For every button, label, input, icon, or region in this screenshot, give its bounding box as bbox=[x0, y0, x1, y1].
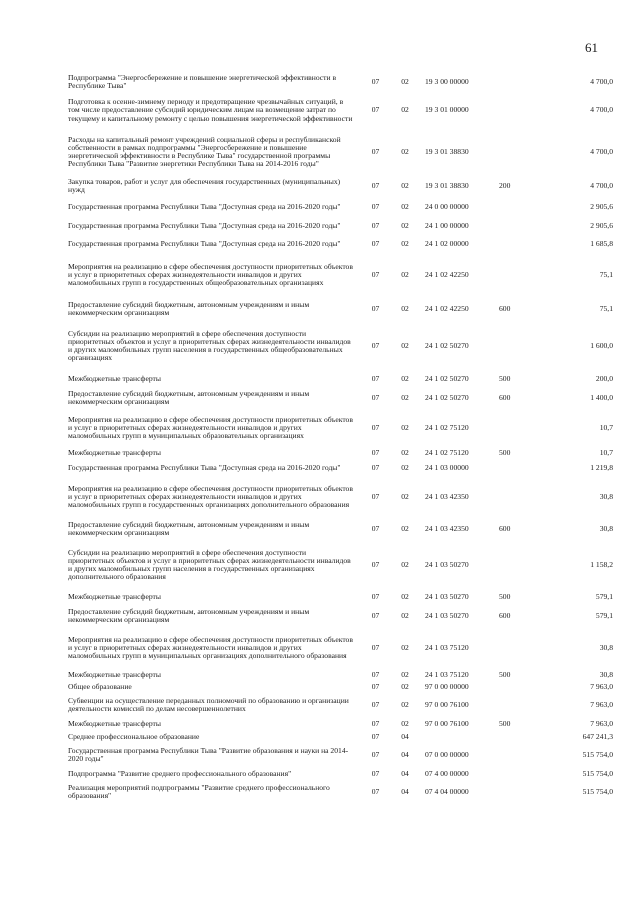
row-section: 07 bbox=[371, 731, 380, 741]
table-row bbox=[68, 541, 613, 589]
row-target-code: 19 3 01 38830 bbox=[425, 146, 469, 156]
row-name: Межбюджетные трансферты bbox=[68, 718, 161, 728]
row-target-code: 97 0 00 00000 bbox=[425, 681, 469, 691]
row-subsection: 02 bbox=[401, 303, 409, 313]
row-subsection: 02 bbox=[401, 523, 409, 533]
row-name: Межбюджетные трансферты bbox=[68, 447, 161, 457]
row-name: Межбюджетные трансферты bbox=[68, 591, 161, 601]
table-row bbox=[68, 517, 613, 541]
table-row bbox=[68, 459, 613, 477]
table-row bbox=[68, 743, 613, 767]
row-section: 07 bbox=[371, 105, 380, 115]
row-target-code: 24 1 03 42350 bbox=[425, 523, 469, 533]
row-amount: 2 905,6 bbox=[590, 201, 613, 211]
table-row bbox=[68, 605, 613, 627]
row-section: 07 bbox=[371, 749, 380, 759]
row-section: 07 bbox=[371, 76, 380, 86]
row-name: Закупка товаров, работ и услуг для обеспечения государственных (муниципальных) нужд bbox=[68, 176, 341, 194]
row-expense-type bbox=[499, 321, 535, 371]
table-row bbox=[68, 321, 613, 371]
row-expense-type bbox=[499, 129, 535, 175]
row-target-code: 07 4 00 00000 bbox=[425, 768, 469, 778]
row-subsection: 02 bbox=[401, 559, 409, 569]
row-subsection: 02 bbox=[401, 669, 409, 679]
row-target-code: 24 1 03 50270 bbox=[425, 591, 469, 601]
row-amount: 4 700,0 bbox=[590, 146, 613, 156]
row-section: 07 bbox=[371, 373, 380, 383]
row-target-code: 24 1 03 50270 bbox=[425, 559, 469, 569]
row-section: 07 bbox=[371, 559, 380, 569]
row-subsection: 02 bbox=[401, 591, 409, 601]
row-name: Предоставление субсидий бюджетным, автономным учреждениям и иным некоммерческим организациям bbox=[68, 388, 310, 406]
row-amount: 30,8 bbox=[599, 669, 613, 679]
table-row bbox=[68, 387, 613, 409]
row-target-code: 24 1 02 50270 bbox=[425, 373, 469, 383]
row-name: Мероприятия на реализацию в сфере обеспечения доступности приоритетных объектов и услуг в приоритетных сферах жизнедеятельности инвалидов и других маломобильных групп в государственных общеобразовательных организациях bbox=[68, 261, 353, 288]
row-section: 07 bbox=[371, 669, 380, 679]
row-expense-type bbox=[499, 92, 535, 129]
row-target-code: 19 3 01 00000 bbox=[425, 105, 469, 115]
table-row bbox=[68, 717, 613, 731]
table-row bbox=[68, 589, 613, 605]
row-target-code: 24 1 02 50270 bbox=[425, 340, 469, 350]
row-section: 07 bbox=[371, 699, 380, 709]
row-target-code: 07 0 00 00000 bbox=[425, 749, 469, 759]
row-name: Подготовка к осенне-зимнему периоду и предотвращение чрезвычайных ситуаций, в том числе предоставление субсидий юридическим лицам на возмещение затрат по текущему и капитальному ремонту с целью повышения энергетической эффективности bbox=[68, 97, 353, 123]
row-target-code: 24 1 03 75120 bbox=[425, 642, 469, 652]
row-expense-type bbox=[499, 197, 535, 217]
row-subsection: 02 bbox=[401, 447, 409, 457]
row-target-code: 24 1 02 00000 bbox=[425, 238, 469, 248]
row-subsection: 04 bbox=[401, 749, 409, 759]
row-expense-type: 500 bbox=[499, 591, 511, 601]
row-name: Мероприятия на реализацию в сфере обеспечения доступности приоритетных объектов и услуг в приоритетных сферах жизнедеятельности инвалидов и других маломобильных групп в муниципальных образовательных организациях bbox=[68, 414, 353, 441]
row-subsection: 02 bbox=[401, 392, 409, 402]
row-name: Расходы на капитальный ремонт учреждений социальной сферы и республиканской собственности в рамках подпрограммы "Энергосбережение и повышение энергетической эффективности в Республике Тыва" государственной программы Республики Тыва "Развитие энергетики Республики Тыва на 2014-2016 годы" bbox=[68, 134, 341, 169]
row-section: 07 bbox=[371, 146, 380, 156]
row-subsection: 02 bbox=[401, 180, 409, 190]
table-row bbox=[68, 767, 613, 781]
row-section: 07 bbox=[371, 681, 380, 691]
row-amount: 579,1 bbox=[595, 591, 613, 601]
row-subsection: 02 bbox=[401, 340, 409, 350]
row-name: Государственная программа Республики Тыва "Доступная среда на 2016-2020 годы" bbox=[68, 201, 341, 211]
row-section: 07 bbox=[371, 768, 380, 778]
row-subsection: 02 bbox=[401, 76, 409, 86]
row-subsection: 02 bbox=[401, 718, 409, 728]
row-target-code: 24 0 00 00000 bbox=[425, 201, 469, 211]
row-name: Общее образование bbox=[68, 681, 132, 691]
row-amount: 75,1 bbox=[599, 303, 613, 313]
row-expense-type bbox=[499, 253, 535, 297]
row-name: Государственная программа Республики Тыва "Развитие образования и науки на 2014-2020 годы" bbox=[68, 745, 349, 763]
budget-table bbox=[68, 72, 613, 803]
row-name: Предоставление субсидий бюджетным, автономным учреждениям и иным некоммерческим организациям bbox=[68, 519, 310, 537]
row-subsection: 02 bbox=[401, 699, 409, 709]
row-section: 07 bbox=[371, 718, 380, 728]
row-subsection: 02 bbox=[401, 220, 409, 230]
table-row bbox=[68, 681, 613, 693]
row-subsection: 02 bbox=[401, 491, 409, 501]
table-row bbox=[68, 72, 613, 92]
row-amount: 647 241,3 bbox=[582, 731, 613, 741]
row-name: Государственная программа Республики Тыва "Доступная среда на 2016-2020 годы" bbox=[68, 220, 341, 230]
row-amount: 7 963,0 bbox=[590, 718, 613, 728]
row-name: Подпрограмма "Развитие среднего профессионального образования" bbox=[68, 768, 292, 778]
table-row bbox=[68, 781, 613, 803]
row-name: Предоставление субсидий бюджетным, автономным учреждениям и иным некоммерческим организациям bbox=[68, 606, 310, 624]
row-target-code: 97 0 00 76100 bbox=[425, 699, 469, 709]
table-row bbox=[68, 371, 613, 387]
table-row bbox=[68, 447, 613, 459]
table-row bbox=[68, 627, 613, 669]
row-expense-type bbox=[499, 731, 535, 743]
row-section: 07 bbox=[371, 392, 380, 402]
row-section: 07 bbox=[371, 180, 380, 190]
row-target-code: 24 1 02 50270 bbox=[425, 392, 469, 402]
row-expense-type bbox=[499, 235, 535, 253]
row-expense-type bbox=[499, 459, 535, 477]
row-subsection: 02 bbox=[401, 681, 409, 691]
row-target-code: 24 1 02 42250 bbox=[425, 303, 469, 313]
row-subsection: 04 bbox=[401, 786, 409, 796]
row-expense-type: 600 bbox=[499, 610, 511, 620]
row-amount: 515 754,0 bbox=[582, 786, 613, 796]
row-expense-type bbox=[499, 743, 535, 767]
row-expense-type: 500 bbox=[499, 669, 511, 679]
row-subsection: 04 bbox=[401, 731, 409, 741]
row-section: 07 bbox=[371, 523, 380, 533]
table-row bbox=[68, 669, 613, 681]
table-row bbox=[68, 197, 613, 217]
row-target-code: 19 3 01 38830 bbox=[425, 180, 469, 190]
row-amount: 1 219,8 bbox=[590, 462, 613, 472]
row-amount: 200,0 bbox=[595, 373, 613, 383]
row-target-code: 24 1 02 75120 bbox=[425, 422, 469, 432]
row-target-code: 07 4 04 00000 bbox=[425, 786, 469, 796]
row-subsection: 02 bbox=[401, 610, 409, 620]
row-expense-type: 600 bbox=[499, 303, 511, 313]
row-subsection: 02 bbox=[401, 238, 409, 248]
row-target-code: 24 1 03 50270 bbox=[425, 610, 469, 620]
row-target-code: 24 1 03 75120 bbox=[425, 669, 469, 679]
row-expense-type bbox=[499, 72, 535, 92]
row-amount: 7 963,0 bbox=[590, 699, 613, 709]
row-section: 07 bbox=[371, 642, 380, 652]
row-name: Субсидии на реализацию мероприятий в сфере обеспечения доступности приоритетных объектов и услуг в приоритетных сферах жизнедеятельности инвалидов и других маломобильных групп населения в государственных организациях дополнительного образования bbox=[68, 547, 351, 582]
row-section: 07 bbox=[371, 303, 380, 313]
table-row bbox=[68, 477, 613, 517]
row-target-code bbox=[419, 731, 499, 743]
row-amount: 30,8 bbox=[599, 523, 613, 533]
row-name: Субсидии на реализацию мероприятий в сфере обеспечения доступности приоритетных объектов и услуг в приоритетных сферах жизнедеятельности инвалидов и других маломобильных групп населения в государственных общеобразовательных организациях bbox=[68, 328, 351, 363]
row-target-code: 24 1 02 75120 bbox=[425, 447, 469, 457]
row-name: Предоставление субсидий бюджетным, автономным учреждениям и иным некоммерческим организациям bbox=[68, 299, 310, 317]
table-row bbox=[68, 175, 613, 197]
row-expense-type bbox=[499, 409, 535, 447]
table-row bbox=[68, 409, 613, 447]
row-name: Среднее профессиональное образование bbox=[68, 731, 200, 741]
row-expense-type: 200 bbox=[499, 180, 511, 190]
row-expense-type bbox=[499, 781, 535, 803]
row-amount: 4 700,0 bbox=[590, 76, 613, 86]
row-section: 07 bbox=[371, 447, 380, 457]
row-amount: 515 754,0 bbox=[582, 768, 613, 778]
row-section: 07 bbox=[371, 269, 380, 279]
row-expense-type bbox=[499, 693, 535, 717]
row-expense-type bbox=[499, 767, 535, 781]
row-amount: 515 754,0 bbox=[582, 749, 613, 759]
row-expense-type bbox=[499, 217, 535, 235]
row-section: 07 bbox=[371, 491, 380, 501]
row-subsection: 02 bbox=[401, 269, 409, 279]
row-subsection: 02 bbox=[401, 422, 409, 432]
row-target-code: 24 1 02 42250 bbox=[425, 269, 469, 279]
row-section: 07 bbox=[371, 462, 380, 472]
row-expense-type: 600 bbox=[499, 523, 511, 533]
budget-table-body bbox=[68, 72, 613, 803]
table-row bbox=[68, 253, 613, 297]
row-section: 07 bbox=[371, 201, 380, 211]
row-section: 07 bbox=[371, 591, 380, 601]
row-expense-type: 600 bbox=[499, 392, 511, 402]
row-subsection: 02 bbox=[401, 373, 409, 383]
row-subsection: 02 bbox=[401, 201, 409, 211]
row-name: Мероприятия на реализацию в сфере обеспечения доступности приоритетных объектов и услуг в приоритетных сферах жизнедеятельности инвалидов и других маломобильных групп в муниципальных организациях дополнительного образования bbox=[68, 634, 353, 661]
row-section: 07 bbox=[371, 610, 380, 620]
row-name: Межбюджетные трансферты bbox=[68, 373, 161, 383]
row-expense-type bbox=[499, 627, 535, 669]
row-name: Мероприятия на реализацию в сфере обеспечения доступности приоритетных объектов и услуг в приоритетных сферах жизнедеятельности инвалидов и других маломобильных групп в государственных организациях дополнительного образования bbox=[68, 483, 353, 510]
row-expense-type bbox=[499, 541, 535, 589]
row-name: Реализация мероприятий подпрограммы "Развитие среднего профессионального образования" bbox=[68, 782, 330, 800]
row-amount: 30,8 bbox=[599, 491, 613, 501]
row-target-code: 24 1 03 00000 bbox=[425, 462, 469, 472]
row-target-code: 24 1 00 00000 bbox=[425, 220, 469, 230]
row-name: Государственная программа Республики Тыва "Доступная среда на 2016-2020 годы" bbox=[68, 238, 341, 248]
row-amount: 75,1 bbox=[599, 269, 613, 279]
table-row bbox=[68, 297, 613, 321]
row-amount: 1 400,0 bbox=[590, 392, 613, 402]
row-amount: 10,7 bbox=[599, 447, 613, 457]
row-subsection: 04 bbox=[401, 768, 409, 778]
row-section: 07 bbox=[371, 422, 380, 432]
row-expense-type: 500 bbox=[499, 447, 511, 457]
table-row bbox=[68, 693, 613, 717]
row-amount: 579,1 bbox=[595, 610, 613, 620]
row-name: Государственная программа Республики Тыва "Доступная среда на 2016-2020 годы" bbox=[68, 462, 341, 472]
table-row bbox=[68, 217, 613, 235]
row-amount: 4 700,0 bbox=[590, 105, 613, 115]
row-section: 07 bbox=[371, 220, 380, 230]
row-expense-type bbox=[499, 477, 535, 517]
row-amount: 4 700,0 bbox=[590, 180, 613, 190]
row-amount: 1 685,8 bbox=[590, 238, 613, 248]
row-section: 07 bbox=[371, 786, 380, 796]
row-target-code: 97 0 00 76100 bbox=[425, 718, 469, 728]
row-subsection: 02 bbox=[401, 642, 409, 652]
row-target-code: 19 3 00 00000 bbox=[425, 76, 469, 86]
row-amount: 1 600,0 bbox=[590, 340, 613, 350]
row-name: Субвенции на осуществление переданных полномочий по образованию и организации деятельности комиссий по делам несовершеннолетних bbox=[68, 695, 349, 713]
row-section: 07 bbox=[371, 238, 380, 248]
row-subsection: 02 bbox=[401, 462, 409, 472]
row-amount: 2 905,6 bbox=[590, 220, 613, 230]
row-amount: 10,7 bbox=[599, 422, 613, 432]
row-expense-type: 500 bbox=[499, 718, 511, 728]
table-row bbox=[68, 235, 613, 253]
row-expense-type bbox=[499, 681, 535, 693]
row-section: 07 bbox=[371, 340, 380, 350]
row-amount: 7 963,0 bbox=[590, 681, 613, 691]
row-amount: 1 158,2 bbox=[590, 559, 613, 569]
row-target-code: 24 1 03 42350 bbox=[425, 491, 469, 501]
row-name: Подпрограмма "Энергосбережение и повышение энергетической эффективности в Республике Тыва" bbox=[68, 72, 337, 90]
row-subsection: 02 bbox=[401, 146, 409, 156]
table-row bbox=[68, 731, 613, 743]
row-amount: 30,8 bbox=[599, 642, 613, 652]
page-number: 61 bbox=[585, 40, 598, 55]
table-row bbox=[68, 129, 613, 175]
row-name: Межбюджетные трансферты bbox=[68, 669, 161, 679]
table-row bbox=[68, 92, 613, 129]
row-expense-type: 500 bbox=[499, 373, 511, 383]
row-subsection: 02 bbox=[401, 105, 409, 115]
